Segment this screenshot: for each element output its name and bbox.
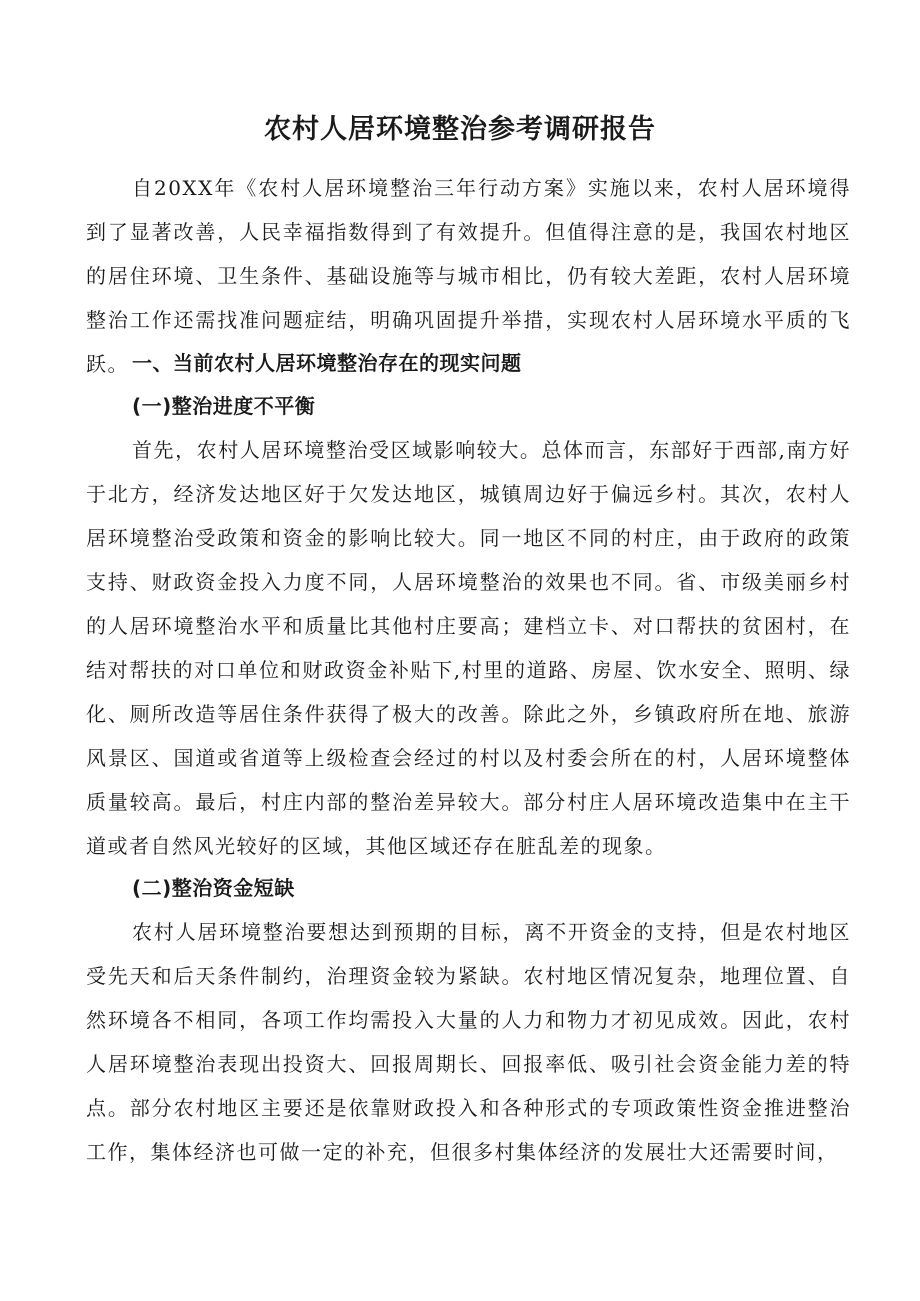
progress-paragraph: 首先，农村人居环境整治受区域影响较大。总体而言，东部好于西部,南方好于北方，经济发达地区好于欠发达地区，城镇周边好于偏远乡村。其次，农村人居环境整治受政策和资金的影响比较大。同一地区不同的村庄，由于政府的政策支持、财政资金投入力度不同，人居环境整治的效果也不同。省、市级美丽乡村的人居环境整治水平和质量比其他村庄要高；建档立卡、对口帮扶的贫困村，在结对帮扶的对口单位和财政资金补贴下,村里的道路、房屋、饮水安全、照明、绿化、厕所改造等居住条件获得了极大的改善。除此之外，乡镇政府所在地、旅游风景区、国道或省道等上级检查会经过的村以及村委会所在的村，人居环境整体质量较高。最后，村庄内部的整治差异较大。部分村庄人居环境改造集中在主干道或者自然风光较好的区域，其他区域还存在脏乱差的现象。 xyxy=(86,438,851,858)
funding-paragraph: 农村人居环境整治要想达到预期的目标，离不开资金的支持，但是农村地区受先天和后天条件制约，治理资金较为紧缺。农村地区情况复杂，地理位置、自然环境各不相同，各项工作均需投入大量的人力和物力才初见成效。因此，农村人居环境整治表现出投资大、回报周期长、回报率低、吸引社会资金能力差的特点。部分农村地区主要还是依靠财政投入和各种形式的专项政策性资金推进整治工作，集体经济也可做一定的补充，但很多村集体经济的发展壮大还需要时间， xyxy=(86,920,851,1164)
section-heading: 一、当前农村人居环境整治存在的现实问题 xyxy=(132,351,522,375)
document-title: 农村人居环境整治参考调研报告 xyxy=(264,114,656,145)
subsection-heading-funding: (二)整治资金短缺 xyxy=(132,876,295,900)
subsection-heading-progress: (一)整治进度不平衡 xyxy=(132,394,316,418)
intro-paragraph: 自20XX年《农村人居环境整治三年行动方案》实施以来，农村人居环境得到了显著改善，人民幸福指数得到了有效提升。但值得注意的是，我国农村地区的居住环境、卫生条件、基础设施等与城市相比，仍有较大差距，农村人居环境整治工作还需找准问题症结，明确巩固提升举措，实现农村人居环境水平质的飞跃。 xyxy=(86,176,851,376)
